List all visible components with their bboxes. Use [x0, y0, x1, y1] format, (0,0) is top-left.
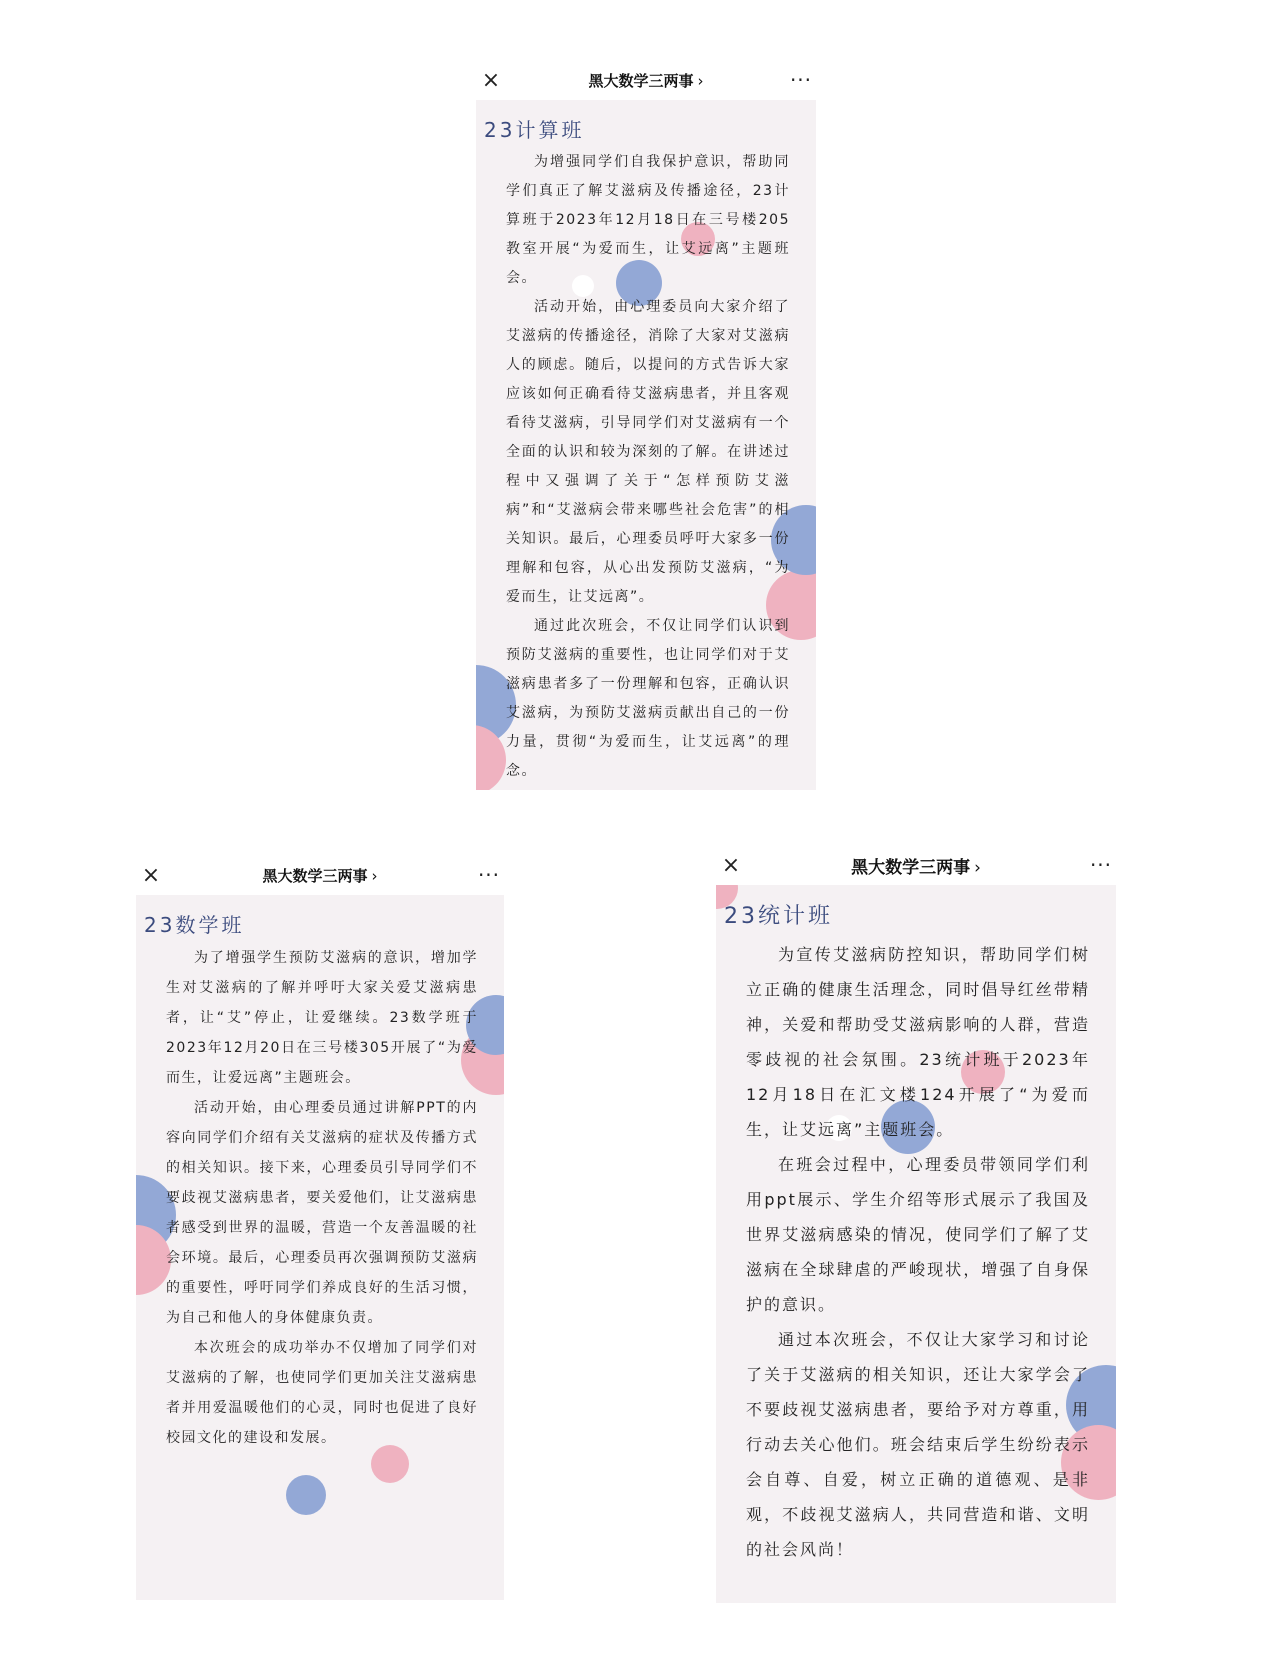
paragraph: 为宣传艾滋病防控知识，帮助同学们树立正确的健康生活理念，同时倡导红丝带精神，关爱和帮助受艾滋病影响的人群，营造零歧视的社会氛围。23统计班于2023年12月18日在汇文楼124开展了“为爱而生，让艾远离”主题班会。 [746, 945, 1090, 1139]
article-card [136, 895, 504, 1600]
class-heading: 23数学班 [144, 913, 245, 937]
account-title: 黑大数学三两事 [588, 71, 694, 90]
article-card [716, 885, 1116, 1603]
close-icon[interactable]: × [141, 862, 161, 888]
account-title-link[interactable] [262, 865, 377, 886]
screenshot-panel-statistics [716, 845, 1116, 1615]
class-heading: 23统计班 [724, 904, 833, 929]
screenshot-panel-computing [476, 60, 816, 800]
article-body [506, 148, 790, 786]
more-options-icon[interactable]: ··· [477, 863, 501, 887]
paragraph: 活动开始，由心理委员通过讲解PPT的内容向同学们介绍有关艾滋病的症状及传播方式的相关知识。接下来，心理委员引导同学们不要歧视艾滋病患者，要关爱他们，让艾滋病患者感受到世界的温暖，营造一个友善温暖的社会环境。最后，心理委员再次强调预防艾滋病的重要性，呼吁同学们养成良好的生活习惯，为自己和他人的身体健康负责。 [166, 1100, 478, 1326]
paragraph: 通过本次班会，不仅让大家学习和讨论了关于艾滋病的相关知识，还让大家学会了不要歧视艾滋病患者，要给予对方尊重，用行动去关心他们。班会结束后学生纷纷表示会自尊、自爱，树立正确的道德观、是非观，不歧视艾滋病人，共同营造和谐、文明的社会风尚！ [746, 1330, 1090, 1559]
top-bar [136, 855, 504, 895]
paragraph: 活动开始，由心理委员向大家介绍了艾滋病的传播途径，消除了大家对艾滋病人的顾虑。随后，以提问的方式告诉大家应该如何正确看待艾滋病患者，并且客观看待艾滋病，引导同学们对艾滋病有一个全面的认识和较为深刻的了解。在讲述过程中又强调了关于“怎样预防艾滋病”和“艾滋病会带来哪些社会危害”的相关知识。最后，心理委员呼吁大家多一份理解和包容，从心出发预防艾滋病，“为爱而生，让艾远离”。 [506, 299, 790, 605]
article-body [166, 943, 478, 1453]
account-title: 黑大数学三两事 [262, 866, 368, 885]
screenshot-panel-math [136, 855, 504, 1615]
paragraph: 通过此次班会，不仅让同学们认识到预防艾滋病的重要性，也让同学们对于艾滋病患者多了一份理解和包容，正确认识艾滋病，为预防艾滋病贡献出自己的一份力量，贯彻“为爱而生，让艾远离”的理念。 [506, 618, 790, 779]
chevron-right-icon: › [974, 857, 981, 878]
account-title: 黑大数学三两事 [851, 857, 971, 878]
close-icon[interactable]: × [481, 67, 501, 93]
close-icon[interactable]: × [721, 852, 741, 878]
account-title-link[interactable] [588, 70, 703, 91]
paragraph: 本次班会的成功举办不仅增加了同学们对艾滋病的了解，也使同学们更加关注艾滋病患者并用爱温暖他们的心灵，同时也促进了良好校园文化的建设和发展。 [166, 1340, 478, 1446]
decor-bubble-blue [286, 1475, 326, 1515]
account-title-link[interactable] [851, 853, 981, 878]
paragraph: 为了增强学生预防艾滋病的意识，增加学生对艾滋病的了解并呼吁大家关爱艾滋病患者，让“艾”停止，让爱继续。23数学班于2023年12月20日在三号楼305开展了“为爱而生，让爱远离”主题班会。 [166, 950, 478, 1086]
more-options-icon[interactable]: ··· [1089, 853, 1113, 877]
article-body [746, 937, 1090, 1567]
article-card [476, 100, 816, 790]
class-heading: 23计算班 [484, 118, 585, 142]
top-bar [476, 60, 816, 100]
chevron-right-icon: › [371, 866, 378, 885]
more-options-icon[interactable]: ··· [789, 68, 813, 92]
chevron-right-icon: › [697, 71, 704, 90]
paragraph: 为增强同学们自我保护意识，帮助同学们真正了解艾滋病及传播途径，23计算班于2023年12月18日在三号楼205教室开展“为爱而生，让艾远离”主题班会。 [506, 154, 790, 286]
paragraph: 在班会过程中，心理委员带领同学们利用ppt展示、学生介绍等形式展示了我国及世界艾滋病感染的情况，使同学们了解了艾滋病在全球肆虐的严峻现状，增强了自身保护的意识。 [746, 1155, 1090, 1314]
top-bar [716, 845, 1116, 885]
